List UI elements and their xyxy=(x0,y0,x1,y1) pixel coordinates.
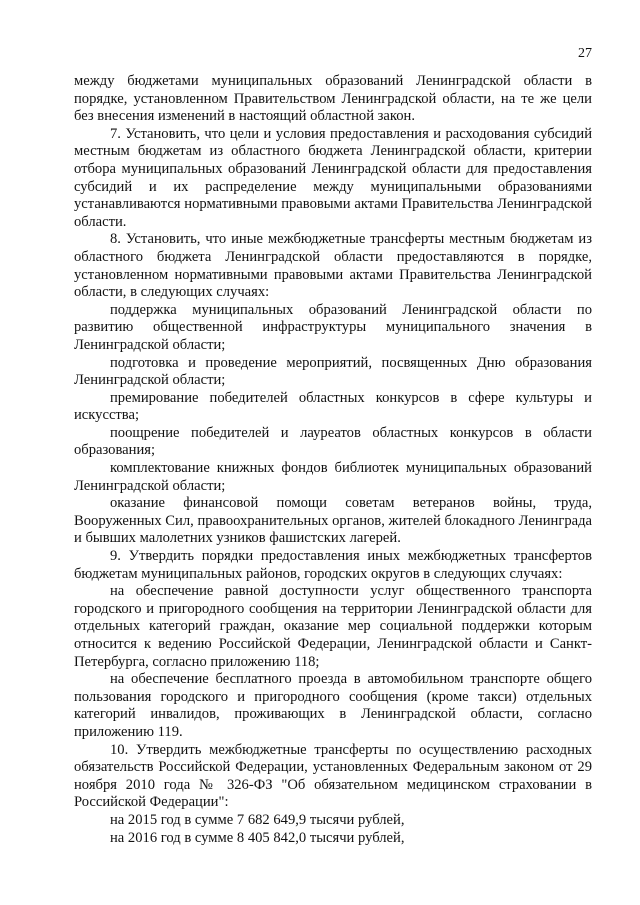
list-item: на 2015 год в сумме 7 682 649,9 тысячи рублей, xyxy=(110,811,405,828)
list-item: комплектование книжных фондов библиотек муниципальных образований Ленинградской области; xyxy=(74,460,592,494)
paragraph-item-7: 7. Установить, что цели и условия предоставления и расходования субсидий местным бюджетам из областного бюджета Ленинградской области, критерии отбора муниципальных образований Ленинградской области для предоставления субсидий и их распределение между муниципальными образованиями устанавливаются нормативными правовыми актами Правительства Ленинградской области. xyxy=(74,125,592,230)
list-item: на обеспечение бесплатного проезда в автомобильном транспорте общего пользования городского и пригородного сообщения (кроме такси) отдельных категорий инвалидов, проживающих в Ленинградской области, согласно приложению 119. xyxy=(74,671,592,740)
list-item: на обеспечение равной доступности услуг общественного транспорта городского и пригородного сообщения на территории Ленинградской области для отдельных категорий граждан, оказание мер социальной поддержки которым относится к ведению Российской Федерации, Ленинградской области и Санкт-Петербурга, согласно приложению 118; xyxy=(74,583,592,670)
paragraph-item-10: 10. Утвердить межбюджетные трансферты по осуществлению расходных обязательств Российской Федерации, установленных Федеральным законом от 29 ноября 2010 года № 326-ФЗ "Об обязательном медицинском страховании в Российской Федерации": xyxy=(74,741,592,811)
list-item: поддержка муниципальных образований Ленинградской области по развитию общественной инфраструктуры муниципального значения в Ленинградской области; xyxy=(74,301,592,353)
list-item: на 2016 год в сумме 8 405 842,0 тысячи рублей, xyxy=(110,829,405,846)
paragraph-item-9: 9. Утвердить порядки предоставления иных межбюджетных трансфертов бюджетам муниципальных районов, городских округов в следующих случаях: xyxy=(74,548,592,582)
list-item: оказание финансовой помощи советам ветеранов войны, труда, Вооруженных Сил, правоохранительных органов, жителей блокадного Ленинграда и бывших малолетних узников фашистских лагерей. xyxy=(74,495,592,547)
paragraph-item-8: 8. Установить, что иные межбюджетные трансферты местным бюджетам из областного бюджета Ленинградской области предоставляются в порядке, установленном нормативными правовыми актами Правительства Ленинградской области, в следующих случаях: xyxy=(74,231,592,301)
list-item: подготовка и проведение мероприятий, посвященных Дню образования Ленинградской области; xyxy=(74,354,592,389)
list-item: поощрение победителей и лауреатов областных конкурсов в области образования; xyxy=(74,424,592,459)
list-item: премирование победителей областных конкурсов в сфере культуры и искусства; xyxy=(74,389,592,424)
paragraph-continuation: между бюджетами муниципальных образований Ленинградской области в порядке, установленном Правительством Ленинградской области, на те же цели без внесения изменений в настоящий областной закон. xyxy=(74,73,592,125)
page-number: 27 xyxy=(578,46,592,61)
document-body xyxy=(74,73,592,847)
